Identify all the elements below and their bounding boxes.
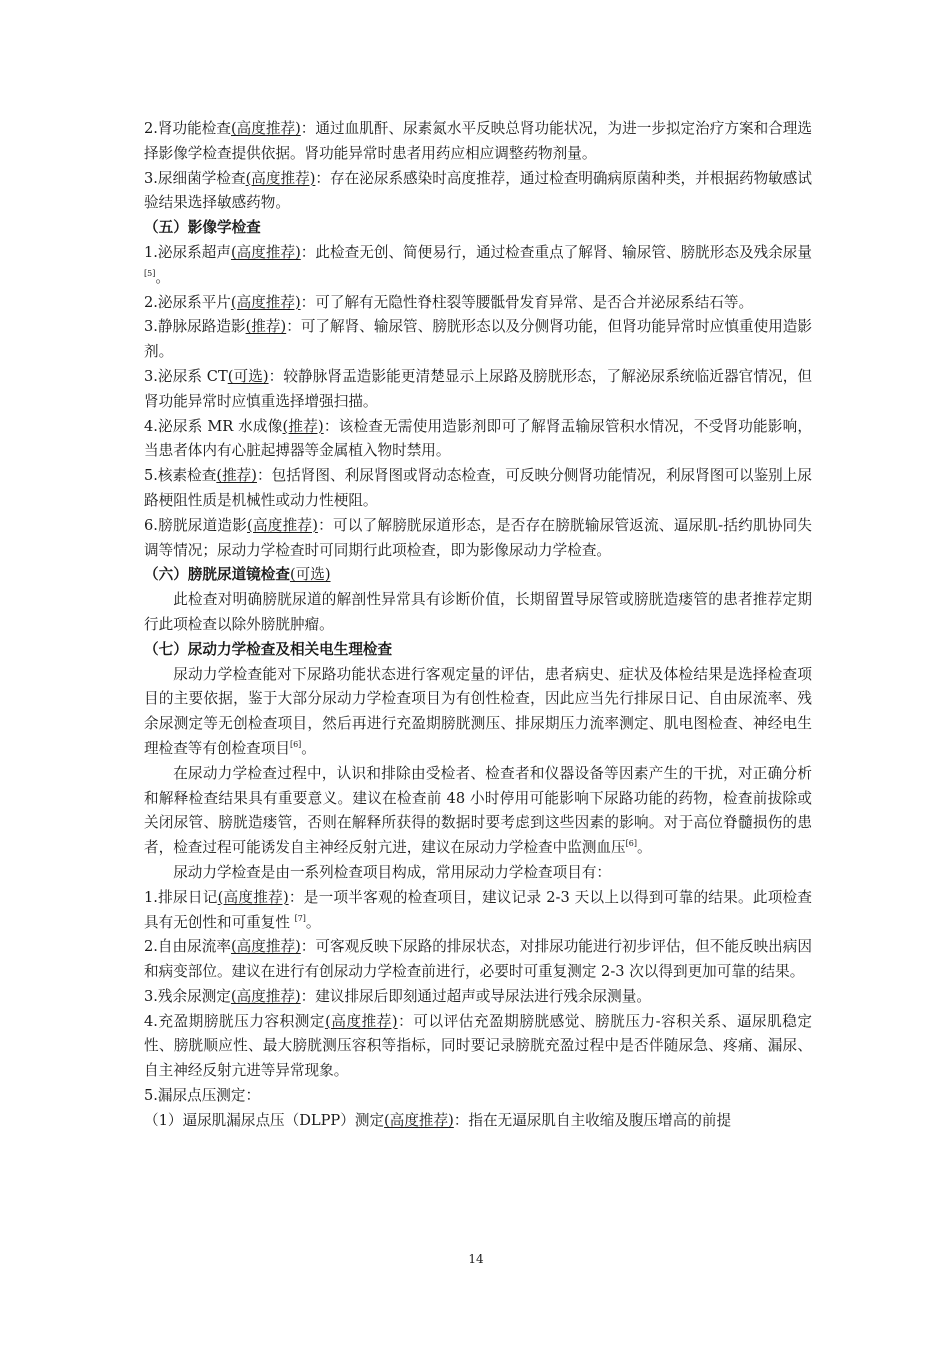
recommendation-level: (高度推荐) [230, 120, 301, 137]
recommendation-level: (可选) [227, 367, 269, 385]
page-number: 14 [468, 1252, 484, 1266]
text-run: 3.尿细菌学检查 [144, 169, 246, 187]
paragraph [144, 315, 812, 365]
text-run: （七）尿动力学检查及相关电生理检查 [144, 640, 393, 658]
text-run: 3.静脉尿路造影 [144, 318, 246, 336]
recommendation-level: (高度推荐) [230, 938, 301, 956]
recommendation-level: (高度推荐) [384, 1111, 454, 1129]
citation: [6] [625, 839, 637, 849]
paragraph [144, 762, 812, 861]
text-run: ：此检查无创、简便易行，通过检查重点了解肾、输尿管、膀胱形态及残余尿量 [300, 243, 812, 261]
paragraph [144, 1010, 812, 1084]
paragraph [144, 861, 812, 886]
recommendation-level: (高度推荐) [230, 987, 301, 1005]
text-run: ：存在泌尿系感染时高度推荐，通过检查明确病原菌种类，并根据药物敏感试验结果选择敏感药物。 [144, 169, 812, 212]
text-run: 。 [636, 839, 652, 857]
citation: [7] [294, 913, 306, 923]
text-run: ：可以评估充盈期膀胱感觉、膀胱压力-容积关系、逼尿肌稳定性、膀胱顺应性、最大膀胱测压容积等指标，同时要记录膀胱充盈过程中是否伴随尿急、疼痛、漏尿、自主神经反射亢进等异常现象。 [144, 1012, 813, 1080]
text-run: 5.核素检查 [144, 467, 217, 485]
citation: [5] [144, 268, 156, 278]
section-heading [144, 638, 812, 663]
text-run: （1）逼尿肌漏尿点压（DLPP）测定 [144, 1111, 385, 1129]
text-run: （六）膀胱尿道镜检查 [144, 566, 290, 584]
paragraph [144, 241, 812, 291]
text-run: 2.泌尿系平片 [144, 293, 231, 311]
paragraph [144, 365, 812, 415]
paragraph [144, 415, 812, 465]
text-run: ：指在无逼尿肌自主收缩及腹压增高的前提 [453, 1111, 732, 1129]
paragraph [144, 514, 812, 564]
citation: [6] [289, 740, 302, 750]
section-heading [144, 216, 812, 241]
recommendation-level: (推荐) [245, 318, 287, 336]
recommendation-level: (推荐) [216, 467, 257, 485]
text-run: 4.泌尿系 MR 水成像 [144, 417, 283, 435]
text-run: 1.泌尿系超声 [144, 243, 231, 261]
text-run: 1.排尿日记 [144, 888, 218, 906]
recommendation-level: (可选) [289, 566, 331, 584]
text-run: 。 [301, 739, 316, 757]
text-run: 3.残余尿测定 [144, 987, 231, 1005]
text-run: 4.充盈期膀胱压力容积测定 [144, 1012, 326, 1030]
recommendation-level: (高度推荐) [245, 169, 316, 187]
paragraph [144, 985, 812, 1010]
text-run: ：可以了解膀胱尿道形态，是否存在膀胱输尿管返流、逼尿肌-括约肌协同失调等情况；尿动力学检查时可同期行此项检查，即为影像尿动力学检查。 [144, 516, 812, 559]
text-run: ：可了解有无隐性脊柱裂等腰骶骨发育异常、是否合并泌尿系结石等。 [300, 293, 754, 311]
paragraph [144, 1084, 812, 1109]
recommendation-level: (高度推荐) [217, 888, 289, 906]
paragraph [144, 886, 812, 936]
recommendation-level: (推荐) [282, 417, 324, 435]
text-run: （五）影像学检查 [144, 219, 261, 237]
recommendation-level: (高度推荐) [325, 1012, 398, 1030]
text-run: 尿动力学检查能对下尿路功能状态进行客观定量的评估，患者病史、症状及体检结果是选择检查项目的主要依据，鉴于大部分尿动力学检查项目为有创性检查，因此应当先行排尿日记、自由尿流率、残余尿测定等无创检查项目，然后再进行充盈期膀胱测压、排尿期压力流率测定、肌电图检查、神经电生理检查等有创检查项目 [144, 665, 812, 757]
text-run: 3.泌尿系 CT [144, 367, 228, 385]
text-run: 此检查对明确膀胱尿道的解剖性异常具有诊断价值，长期留置导尿管或膀胱造瘘管的患者推荐定期行此项检查以除外膀胱肿瘤。 [144, 591, 812, 633]
text-run: ：包括肾图、利尿肾图或肾动态检查，可反映分侧肾功能情况，利尿肾图可以鉴别上尿路梗阻性质是机械性或动力性梗阻。 [144, 467, 812, 509]
text-run: ：可客观反映下尿路的排尿状态，对排尿功能进行初步评估，但不能反映出病因和病变部位。建议在进行有创尿动力学检查前进行，必要时可重复测定 2-3 次以得到更加可靠的结果。 [144, 938, 812, 981]
text-run: 尿动力学检查是由一系列检查项目构成，常用尿动力学检查项目有： [173, 863, 612, 881]
body-text [144, 117, 812, 1134]
recommendation-level: (高度推荐) [230, 243, 301, 261]
paragraph [144, 117, 812, 167]
paragraph [144, 935, 812, 985]
recommendation-level: (高度推荐) [247, 516, 318, 534]
paragraph [144, 1109, 812, 1134]
text-run: 。 [155, 268, 170, 286]
text-run: ：通过血肌酐、尿素氮水平反映总肾功能状况，为进一步拟定治疗方案和合理选择影像学检查提供依据。肾功能异常时患者用药应相应调整药物剂量。 [144, 120, 812, 162]
recommendation-level: (高度推荐) [230, 293, 301, 311]
paragraph [144, 588, 812, 638]
text-run: 。 [305, 913, 321, 931]
text-run: ：建议排尿后即刻通过超声或导尿法进行残余尿测量。 [300, 987, 651, 1005]
text-run: 2.肾功能检查 [144, 120, 231, 137]
paragraph [144, 167, 812, 217]
paragraph [144, 464, 812, 514]
text-run: 5.漏尿点压测定： [144, 1087, 261, 1105]
text-run: ：可了解肾、输尿管、膀胱形态以及分侧肾功能，但肾功能异常时应慎重使用造影剂。 [144, 318, 812, 361]
text-run: ：该检查无需使用造影剂即可了解肾盂输尿管积水情况，不受肾功能影响，当患者体内有心脏起搏器等金属植入物时禁用。 [144, 417, 812, 460]
section-heading [144, 563, 812, 588]
text-run: 在尿动力学检查过程中，认识和排除由受检者、检查者和仪器设备等因素产生的干扰，对正确分析和解释检查结果具有重要意义。建议在检查前 48 小时停用可能影响下尿路功能的药物，检查前拔除或关闭尿管、膀胱造瘘管，否则在解释所获得的数据时要考虑到这些因素的影响。对于高位脊髓损伤的患者，检查过程可能诱发自主神经反射亢进，建议在尿动力学检查中监测血压 [144, 764, 812, 857]
text-run: ：较静脉肾盂造影能更清楚显示上尿路及膀胱形态，了解泌尿系统临近器官情况，但肾功能异常时应慎重选择增强扫描。 [144, 367, 812, 410]
paragraph [144, 291, 812, 316]
text-run: 2.自由尿流率 [144, 938, 231, 956]
text-run: ：是一项半客观的检查项目，建议记录 2-3 天以上以得到可靠的结果。此项检查具有无创性和可重复性 [144, 888, 812, 931]
paragraph [144, 663, 812, 762]
text-run: 6.膀胱尿道造影 [144, 516, 248, 534]
